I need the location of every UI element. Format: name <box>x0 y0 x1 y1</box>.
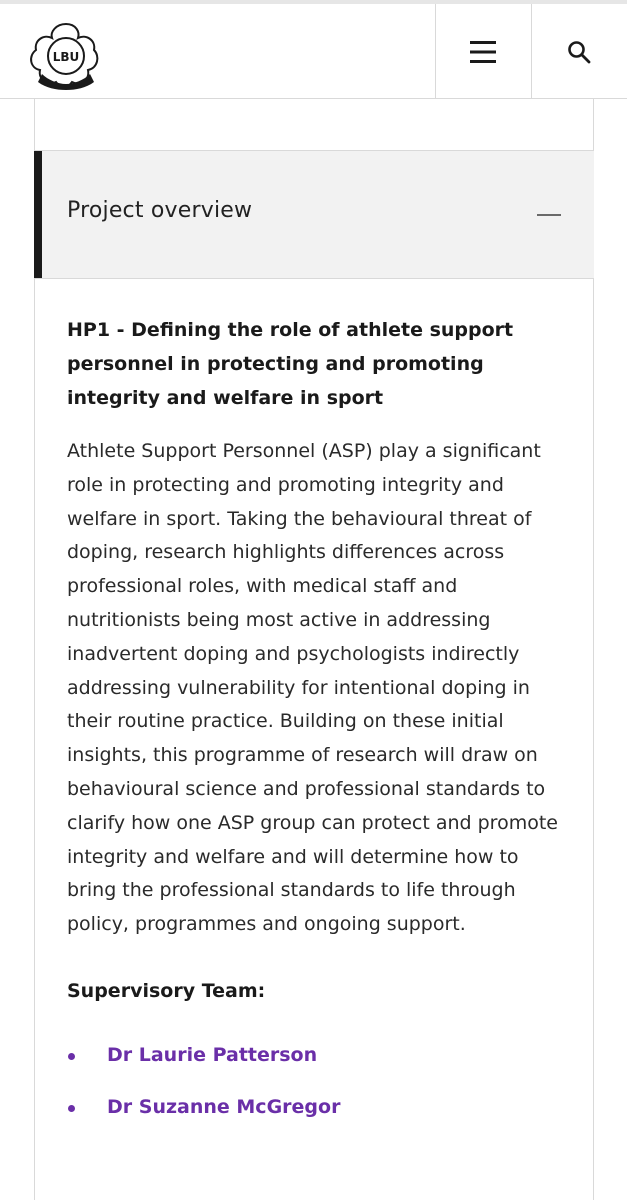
menu-button[interactable] <box>435 4 530 99</box>
search-icon <box>567 40 591 64</box>
accordion-header-project-overview[interactable] <box>34 150 594 279</box>
project-description: Athlete Support Personnel (ASP) play a significant role in protecting and promoting integrity and welfare in sport. Taking the behavioural threat of doping, research highlights differences across professional roles, with medical staff and nutritionists being most active in addressing inadvertent doping and psychologists indirectly addressing vulnerability for intentional doping in their routine practice. Building on these initial insights, this programme of research will draw on behavioural science and professional standards to clarify how one ASP group can protect and promote integrity and welfare and will determine how to bring the professional standards to life through policy, programmes and ongoing support. <box>67 440 558 936</box>
accordion-accent-bar <box>34 151 42 278</box>
hamburger-menu-icon <box>470 40 496 64</box>
supervisor-list <box>67 1044 567 1148</box>
accordion-body-border <box>34 279 35 1200</box>
bullet-icon <box>68 1105 75 1112</box>
site-header <box>0 0 627 99</box>
logo-text: LBU <box>52 50 80 64</box>
lbu-logo[interactable] <box>28 18 104 90</box>
accordion-title: Project overview <box>67 198 253 223</box>
supervisor-name[interactable]: Dr Suzanne McGregor <box>107 1095 341 1118</box>
rose-emblem-icon <box>28 18 104 90</box>
project-title: HP1 - Defining the role of athlete support personnel in protecting and promoting integrity and welfare in sport <box>67 319 514 409</box>
supervisor-link-laurie-patterson[interactable] <box>67 1044 567 1096</box>
bullet-icon <box>68 1053 75 1060</box>
supervisor-link-suzanne-mcgregor[interactable] <box>67 1096 567 1148</box>
supervisory-team-heading: Supervisory Team: <box>67 979 266 1002</box>
search-button[interactable] <box>531 4 626 99</box>
accordion-content <box>67 313 567 1148</box>
collapse-minus-icon[interactable] <box>537 214 561 216</box>
supervisor-name[interactable]: Dr Laurie Patterson <box>107 1043 318 1066</box>
panel-border-left <box>34 99 35 151</box>
